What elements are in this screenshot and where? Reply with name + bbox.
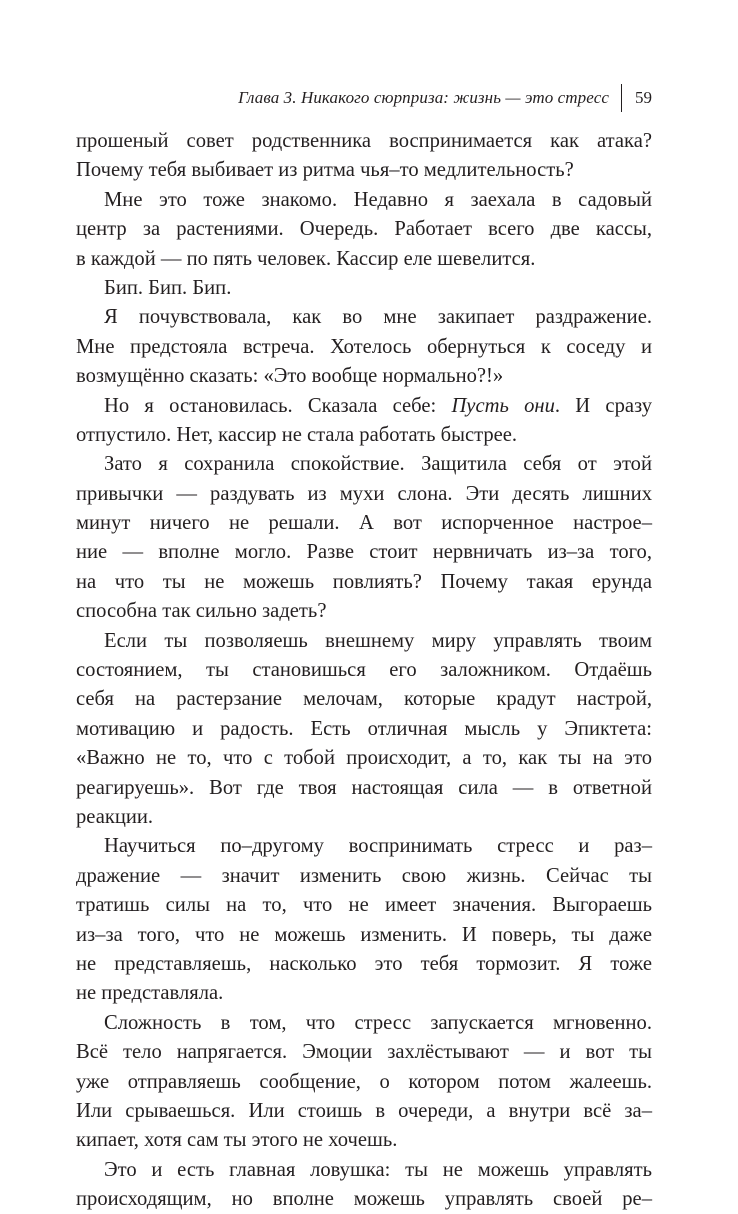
text-line: реакции. (76, 805, 154, 828)
text-line: возмущённо сказать: «Это вообще нормально?!» (76, 365, 504, 388)
text-line: уже отправляешь сообщение, о котором потом жалеешь. (76, 1070, 652, 1093)
text-line: прошеный совет родственника воспринимается как атака? (76, 130, 652, 152)
text-line: тратишь силы на то, что не имеет значения. Выгораешь (76, 894, 652, 917)
text-line: в каждой — по пять человек. Кассир еле шевелится. (76, 247, 536, 270)
text-line: Зато я сохранила спокойствие. Защитила себя от этой (104, 453, 652, 476)
text-line: из–за того, что не можешь изменить. И поверь, ты даже (76, 923, 652, 946)
text-line: не представляешь, насколько это тебя тормозит. Я тоже (76, 952, 652, 975)
body-text (76, 127, 652, 1214)
text-line: кипает, хотя сам ты этого не хочешь. (76, 1129, 398, 1152)
text-line: центр за растениями. Очередь. Работает всего две кассы, (76, 218, 652, 241)
header-divider (621, 84, 622, 112)
text-line: состоянием, ты становишься его заложником. Отдаёшь (76, 659, 652, 682)
text-line: мотивацию и радость. Есть отличная мысль у Эпиктета: (76, 717, 652, 740)
text-line: реагируешь». Вот где твоя настоящая сила — в ответной (76, 776, 652, 799)
text-line: Или срываешься. Или стоишь в очереди, а внутри всё за– (76, 1099, 652, 1122)
text-line: Это и есть главная ловушка: ты не можешь управлять (104, 1158, 652, 1181)
text-line: дражение — значит изменить свою жизнь. Сейчас ты (76, 864, 652, 887)
page-number: 59 (635, 88, 652, 107)
text-line: на что ты не можешь повлиять? Почему такая ерунда (76, 570, 652, 593)
text-line: не представляла. (76, 982, 224, 1005)
text-line: Почему тебя выбивает из ритма чья–то медлительность? (76, 159, 574, 182)
text-line (76, 392, 652, 421)
text-line: отпустило. Нет, кассир не стала работать быстрее. (76, 423, 518, 446)
text-line: Я почувствовала, как во мне закипает раздражение. (104, 306, 652, 329)
text-line: «Важно не то, что с тобой происходит, а то, как ты на это (76, 747, 652, 770)
text-line: Всё тело напрягается. Эмоции захлёстывают — и вот ты (76, 1041, 652, 1064)
running-head (238, 83, 652, 113)
text-line: Научиться по–другому воспринимать стресс и раз– (104, 835, 652, 858)
text-line: себя на растерзание мелочам, которые крадут настрой, (76, 688, 652, 711)
chapter-title: Глава 3. Никакого сюрприза: жизнь — это стресс (238, 88, 609, 107)
text-run: . И сразу (554, 394, 653, 417)
text-line: происходящим, но вполне можешь управлять своей ре– (76, 1188, 652, 1211)
text-line: привычки — раздувать из мухи слона. Эти десять лишних (76, 482, 652, 505)
text-line: способна так сильно задеть? (76, 600, 327, 623)
text-line: Если ты позволяешь внешнему миру управлять твоим (104, 629, 652, 652)
text-line: Сложность в том, что стресс запускается мгновенно. (104, 1011, 652, 1034)
text-line: ние — вполне могло. Разве стоит нервничать из–за того, (76, 541, 652, 564)
text-run: Но я остановилась. Сказала себе: (104, 394, 452, 417)
emphasis-text: Пусть они (451, 394, 555, 417)
text-line: Мне предстояла встреча. Хотелось обернуться к соседу и (76, 335, 652, 358)
text-line: Бип. Бип. Бип. (104, 276, 232, 299)
text-line: минут ничего не решали. А вот испорченное настрое– (76, 512, 652, 535)
text-line: Мне это тоже знакомо. Недавно я заехала в садовый (104, 188, 652, 211)
